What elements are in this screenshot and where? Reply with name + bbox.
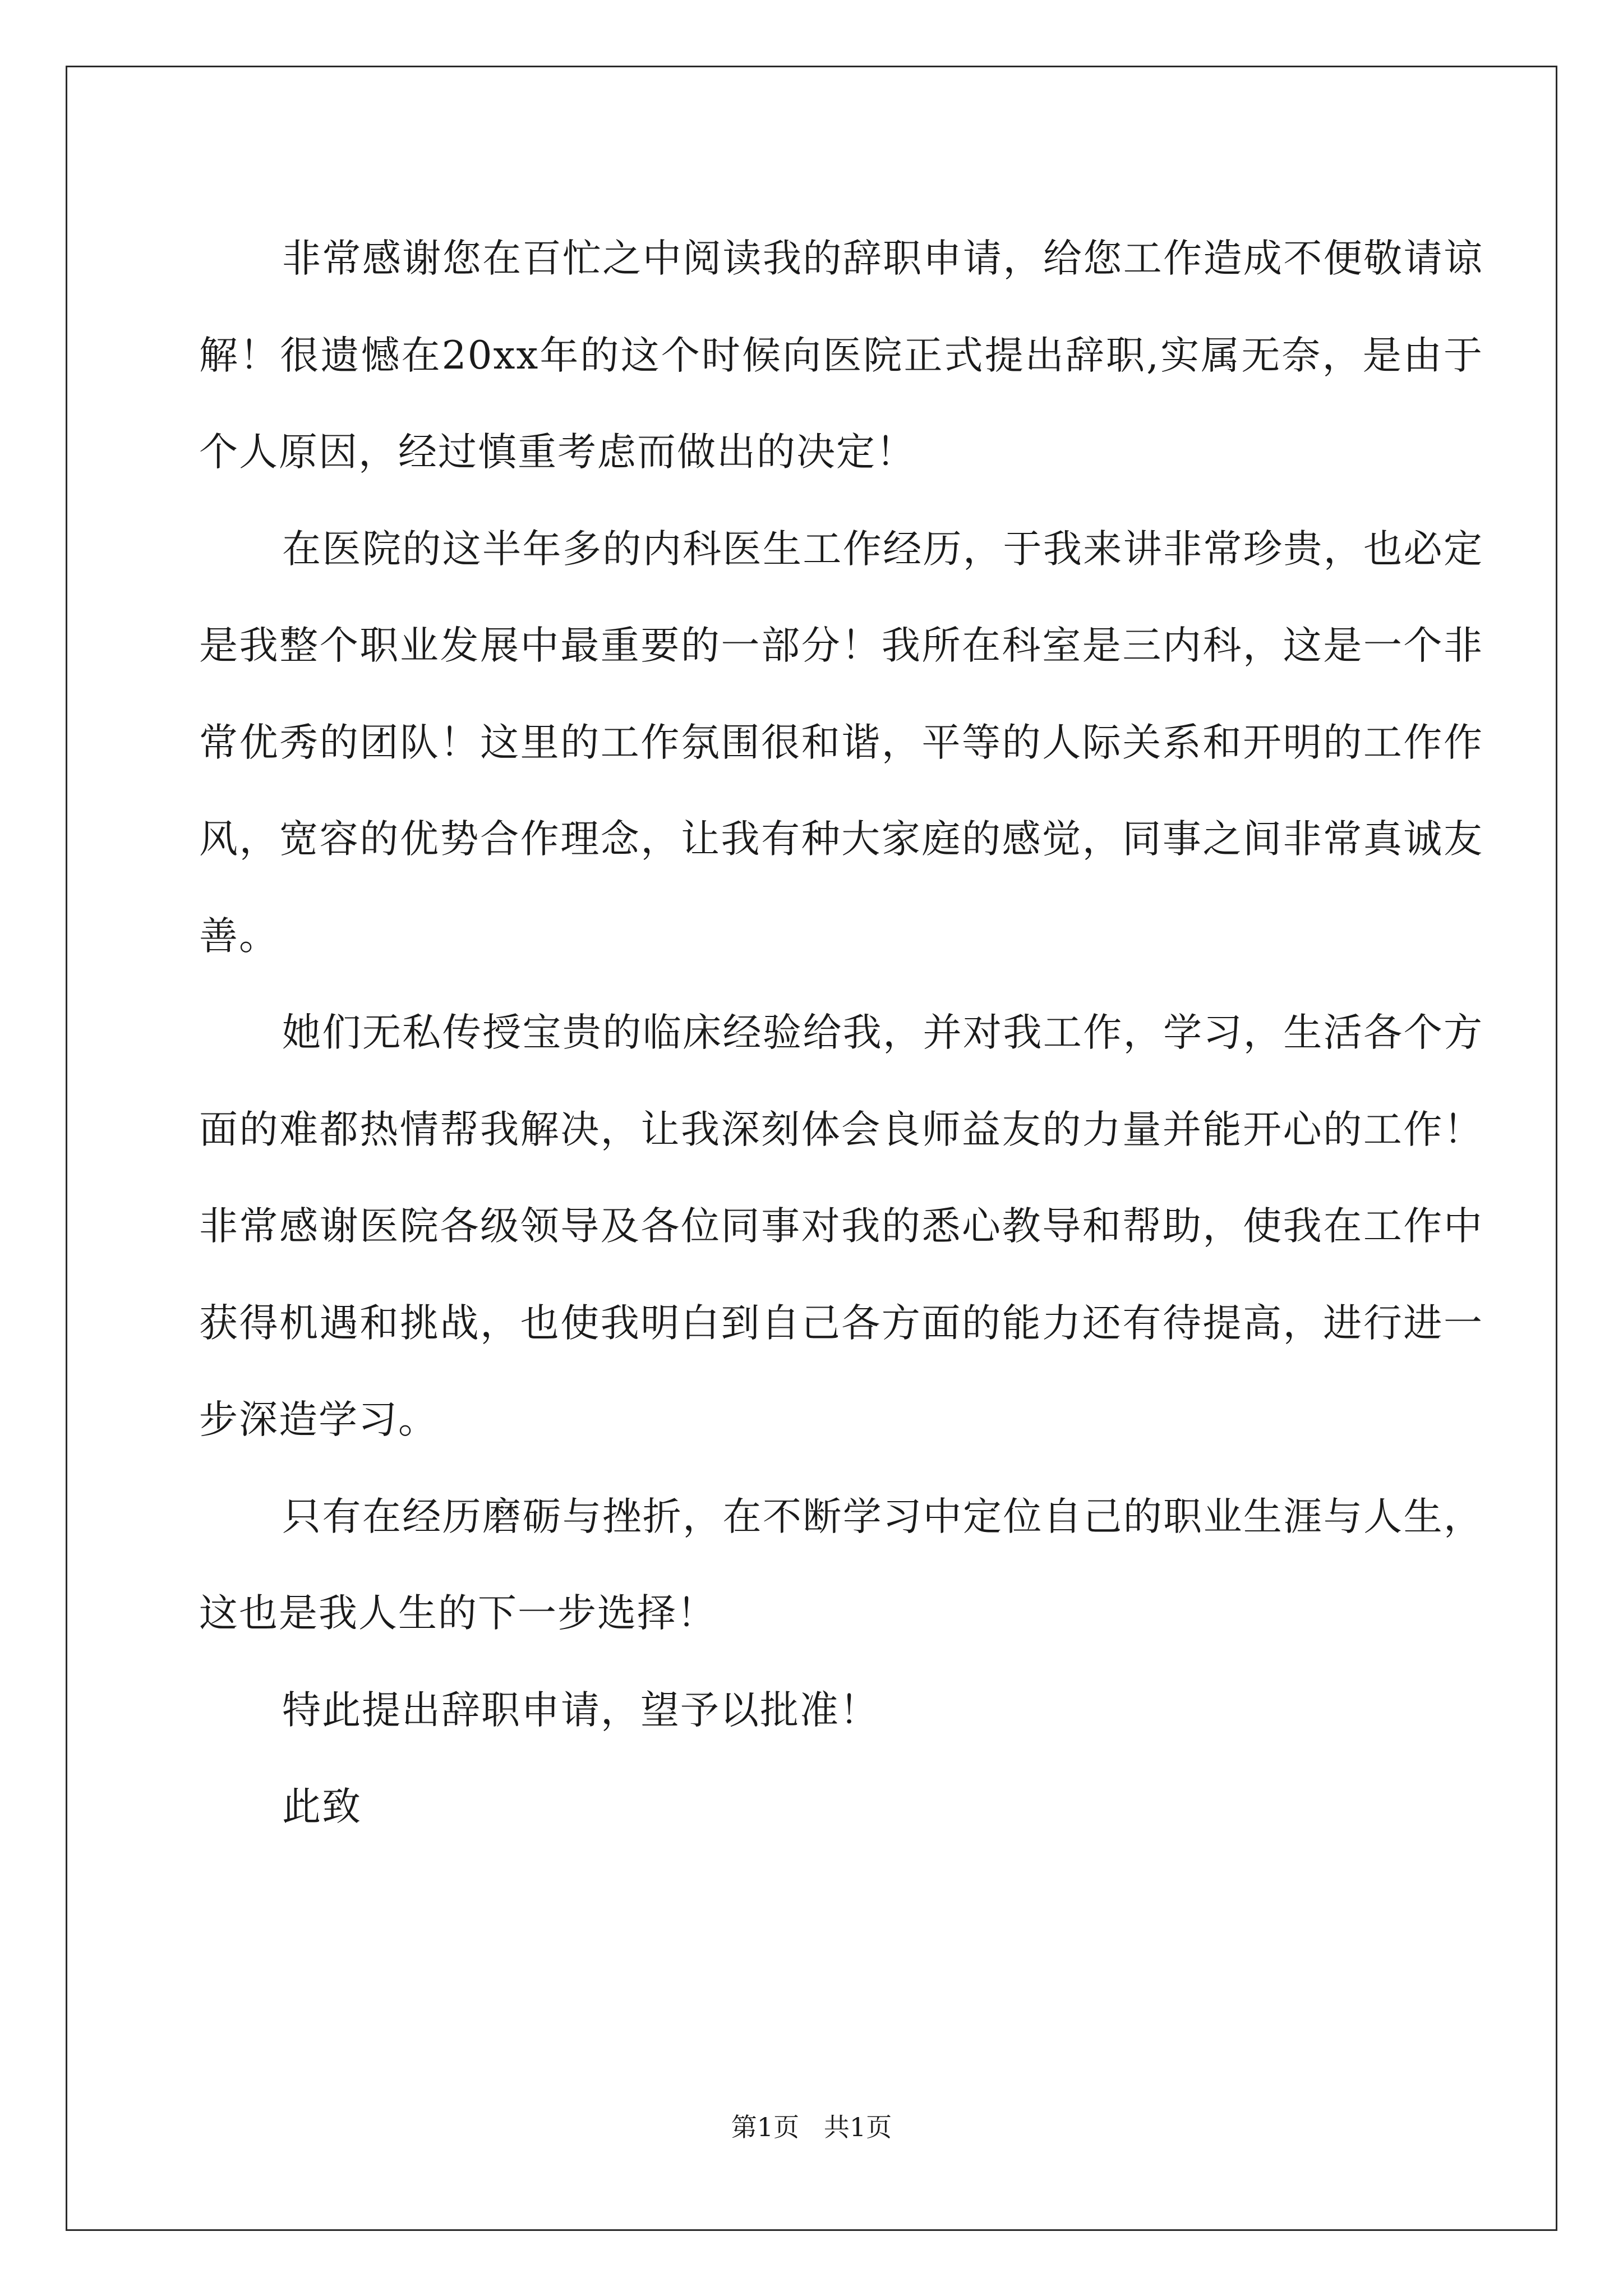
closing-salutation: 此致 <box>282 1784 362 1829</box>
page-footer <box>0 2110 1623 2144</box>
paragraph-1: 非常感谢您在百忙之中阅读我的辞职申请，给您工作造成不便敬请谅解！很遗憾在20xx年的这个时候向医院正式提出辞职,实属无奈，是由于个人原因，经过慎重考虑而做出的决定！ <box>199 236 1483 475</box>
page-number-label: 第1页 共1页 <box>731 2112 892 2142</box>
paragraph-4: 只有在经历磨砺与挫折，在不断学习中定位自己的职业生涯与人生，这也是我人生的下一步选择！ <box>199 1494 1483 1636</box>
paragraph-2: 在医院的这半年多的内科医生工作经历，于我来讲非常珍贵，也必定是我整个职业发展中最重要的一部分！我所在科室是三内科，这是一个非常优秀的团队！这里的工作氛围很和谐，平等的人际关系和开明的工作作风，宽容的优势合作理念，让我有种大家庭的感觉，同事之间非常真诚友善。 <box>199 526 1483 959</box>
paragraph-3: 她们无私传授宝贵的临床经验给我，并对我工作，学习，生活各个方面的难都热情帮我解决，让我深刻体会良师益友的力量并能开心的工作！非常感谢医院各级领导及各位同事对我的悉心教导和帮助，使我在工作中获得机遇和挑战，也使我明白到自己各方面的能力还有待提高，进行进一步深造学习。 <box>199 1010 1483 1442</box>
letter-body <box>199 210 1483 1856</box>
paragraph-5: 特此提出辞职申请，望予以批准！ <box>282 1687 879 1733</box>
